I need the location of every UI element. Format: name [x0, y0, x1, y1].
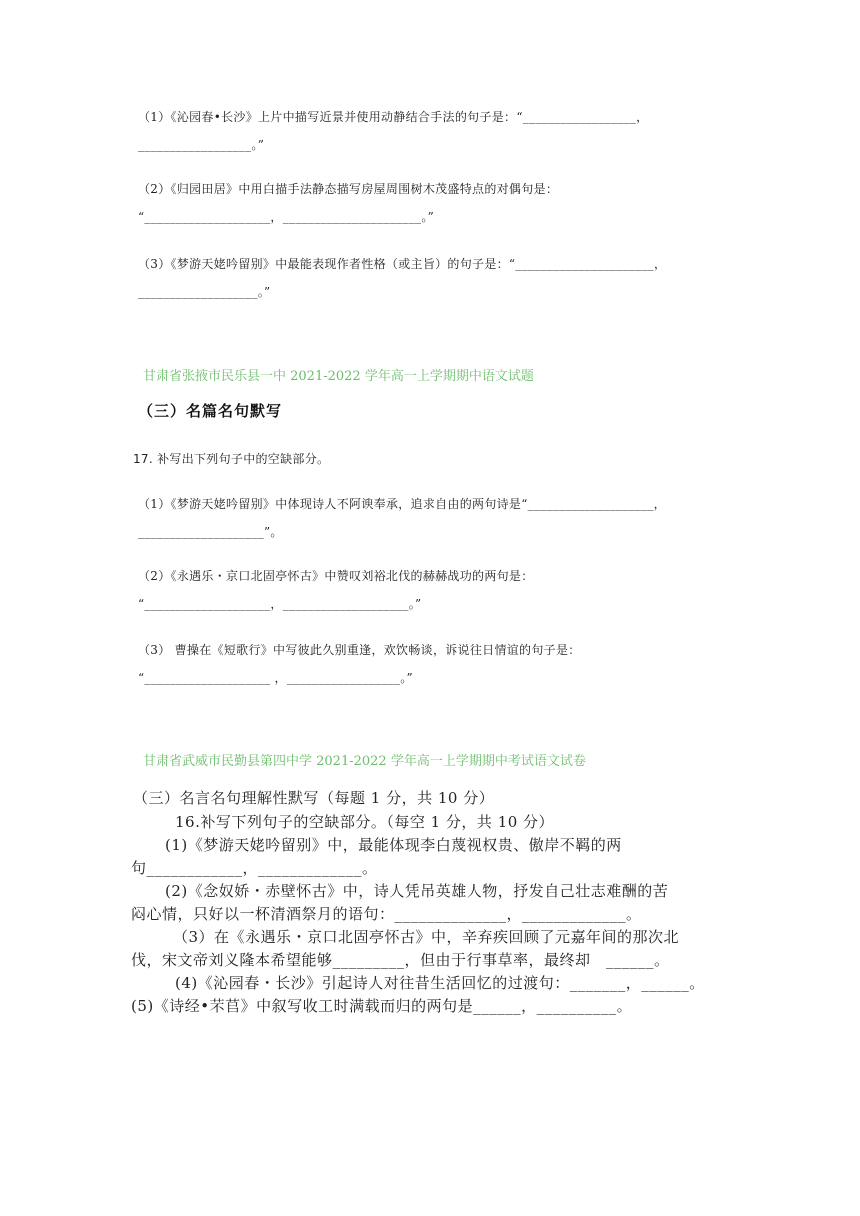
- question-line: （1）《梦游天姥吟留别》中体现诗人不阿谀奉承，追求自由的两句诗是“____________________，: [138, 497, 666, 511]
- question-line: 伐，宋文帝刘义隆本希望能够_________，但由于行事草率，最终却 ______。: [131, 951, 670, 969]
- question-line: （2）《永遇乐・京口北固亭怀古》中赞叹刘裕北伐的赫赫战功的两句是：: [138, 569, 534, 583]
- question-line: __________________。”: [138, 138, 265, 152]
- question-line: （3）在《永遇乐・京口北固亭怀古》中，辛弃疾回顾了元嘉年间的那次北: [173, 928, 680, 946]
- question-line: (2)《念奴娇・赤壁怀古》中，诗人凭吊英雄人物，抒发自己壮志难酬的苦: [165, 882, 669, 900]
- question-line: “____________________ ，__________________。”: [138, 671, 413, 685]
- question-line: （1）《沁园春•长沙》上片中描写近景并使用动静结合手法的句子是：“__________________，: [138, 110, 649, 124]
- question-line: （3） 曹操在《短歌行》中写彼此久别重逢，欢饮畅谈，诉说往日情谊的句子是：: [138, 643, 581, 657]
- source-title: 甘肃省张掖市民乐县一中 2021-2022 学年高一上学期期中语文试题: [143, 369, 534, 384]
- question-stem: 16.补写下列句子的空缺部分。（每空 1 分，共 10 分）: [175, 813, 555, 831]
- source-title: 甘肃省武威市民勤县第四中学 2021-2022 学年高一上学期期中考试语文试卷: [143, 754, 586, 769]
- section-heading: （三）名篇名句默写: [138, 402, 283, 420]
- question-line: ___________________。”: [138, 285, 271, 299]
- question-line: (5)《诗经•芣苢》中叙写收工时满载而归的两句是______，__________。: [131, 997, 633, 1015]
- question-number: 17.: [133, 452, 153, 466]
- question-line: 句____________，_____________。: [131, 859, 378, 877]
- question-line: （2）《归园田居》中用白描手法静态描写房屋周围树木茂盛特点的对偶句是：: [138, 182, 559, 196]
- question-line: (1)《梦游天姥吟留别》中，最能体现李白蔑视权贵、傲岸不羁的两: [165, 836, 622, 854]
- question-line: “____________________，______________________。”: [138, 210, 435, 224]
- question-line: ____________________”。: [138, 525, 283, 539]
- question-stem: [133, 450, 329, 467]
- question-line: (4)《沁园春・长沙》引起诗人对往昔生活回忆的过渡句：_______，______。: [175, 974, 705, 992]
- question-text: 补写出下列句子中的空缺部分。: [157, 452, 330, 466]
- question-line: “____________________，____________________。”: [138, 597, 422, 611]
- question-line: 闷心情，只好以一杯清酒祭月的语句：______________，_____________。: [131, 905, 642, 923]
- question-line: （3）《梦游天姥吟留别》中最能表现作者性格（或主旨）的句子是：“______________________，: [138, 257, 667, 271]
- section-heading: （三）名言名句理解性默写（每题 1 分，共 10 分）: [133, 789, 495, 807]
